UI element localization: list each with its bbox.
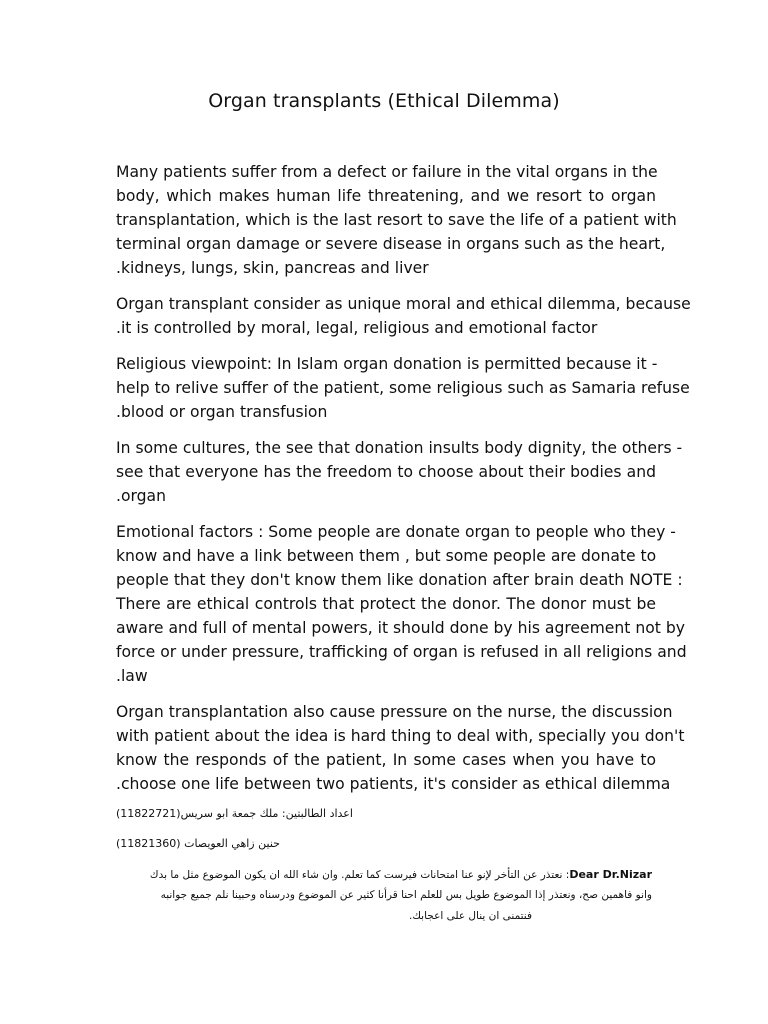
paragraph-line: .law — [116, 667, 148, 685]
paragraph-line: There are ethical controls that protect the donor. The donor must be — [116, 595, 656, 613]
paragraph-line: know and have a link between them , but some people are donate to — [116, 547, 657, 565]
paragraph-line: Religious viewpoint: In Islam organ donation is permitted because it - — [116, 355, 658, 373]
paragraph-line: aware and full of mental powers, it should done by his agreement not by — [116, 619, 685, 637]
paragraph-line: In some cultures, the see that donation insults body dignity, the others - — [116, 439, 683, 457]
paragraph-line: Emotional factors : Some people are donate organ to people who they - — [116, 523, 676, 541]
paragraph-dilemma — [116, 292, 691, 340]
paragraph-religious — [116, 352, 690, 424]
paragraph-line: Organ transplant consider as unique moral and ethical dilemma, because — [116, 295, 691, 313]
paragraph-line: Many patients suffer from a defect or failure in the vital organs in the — [116, 163, 658, 181]
note-line: فنتمنى ان ينال على اعجابك. — [408, 910, 532, 922]
paragraph-line: know the responds of the patient, In some cases when you have to — [116, 751, 656, 769]
paragraph-line: .organ — [116, 487, 166, 505]
note-text: : نعتذر عن التأخر لإنو عنا امتحانات فيرست كما تعلم. وان شاء الله ان يكون الموضوع مثل ما بدك — [149, 869, 570, 881]
paragraph-line: .it is controlled by moral, legal, religious and emotional factor — [116, 319, 598, 337]
paragraph-line: .choose one life between two patients, it's consider as ethical dilemma — [116, 775, 671, 793]
paragraph-line: see that everyone has the freedom to choose about their bodies and — [116, 463, 656, 481]
paragraph-line: body, which makes human life threatening, and we resort to organ — [116, 187, 656, 205]
paragraph-line: force or under pressure, trafficking of organ is refused in all religions and — [116, 643, 687, 661]
paragraph-intro — [116, 160, 677, 280]
paragraph-emotional — [116, 520, 687, 688]
paragraph-line: transplantation, which is the last resort to save the life of a patient with — [116, 211, 677, 229]
note-line: وانو فاهمين صح، ونعتذر إذا الموضوع طويل بس للعلم احنا قرأنا كثير عن الموضوع ودرسناه وحبينا نلم جميع جوانبه — [160, 889, 652, 901]
paragraph-line: .blood or organ transfusion — [116, 403, 328, 421]
paragraph-line: .kidneys, lungs, skin, pancreas and liver — [116, 259, 429, 277]
paragraph-line: people that they don't know them like donation after brain death NOTE : — [116, 571, 683, 589]
paragraph-line: terminal organ damage or severe disease in organs such as the heart, — [116, 235, 666, 253]
paragraph-line: help to relive suffer of the patient, some religious such as Samaria refuse — [116, 379, 690, 397]
note-greeting: Dear Dr.Nizar — [569, 868, 652, 881]
author-2: حنين زاهي العويصات (11821360) — [116, 837, 280, 850]
paragraph-nurse — [116, 700, 685, 796]
note-line — [116, 864, 652, 885]
paragraph-line: with patient about the idea is hard thing to deal with, specially you don't — [116, 727, 685, 745]
author-1: اعداد الطالبتين: ملك جمعة ابو سريس(11822721) — [116, 807, 353, 820]
paragraph-cultures — [116, 436, 683, 508]
paragraph-line: Organ transplantation also cause pressure on the nurse, the discussion — [116, 703, 673, 721]
note-to-doctor — [116, 864, 652, 927]
document-title: Organ transplants (Ethical Dilemma) — [208, 90, 560, 112]
